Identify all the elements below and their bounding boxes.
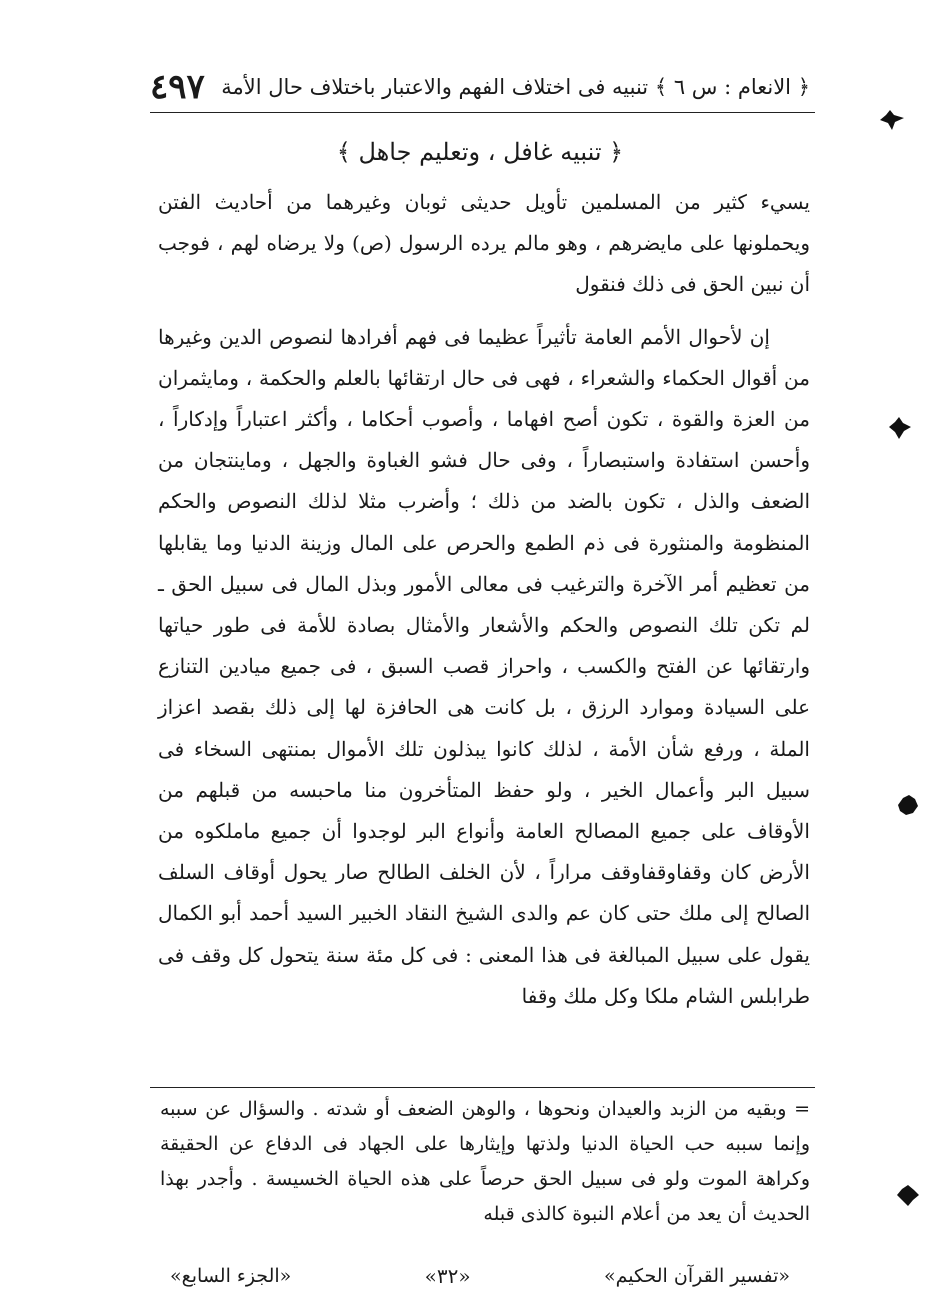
footer-book-title: «تفسير القرآن الحكيم» (604, 1265, 790, 1287)
footer-page-number: «٣٢» (424, 1264, 471, 1288)
body-text (158, 182, 810, 1017)
footnote-text: = وبقيه من الزبد والعيدان ونحوها ، والوهن الضعف أو شدته . والسؤال عن سببه وإنما سببه حب الحياة الدنيا ولذتها وإيثارها على الجهاد فى الدفاع عن الحقيقة وكراهة الموت ولو فى سبيل الحق حرصاً على هذه الحياة الخسيسة . وأجدر بهذا الحديث أن يعد من أعلام النبوة كالذى قبله (160, 1098, 810, 1225)
running-title: ﴿ الانعام : س ٦ ﴾ تنبيه فى اختلاف الفهم والاعتبار باختلاف حال الأمة (221, 75, 810, 99)
section-title: ﴿ تنبيه غافل ، وتعليم جاهل ﴾ (336, 138, 624, 166)
page-footer (170, 1258, 790, 1294)
footnote-rule (150, 1087, 815, 1088)
paragraph-intro: يسيء كثير من المسلمين تأويل حديثى ثوبان وغيرهما من أحاديث الفتن ويحملونها على مايضرهم ، وهو مالم يرده الرسول (ص) ولا يرضاه لهم ، فوجب أن نبين الحق فى ذلك فنقول (158, 190, 811, 297)
page-header (150, 62, 810, 112)
footnote (160, 1092, 810, 1232)
header-rule (150, 112, 815, 113)
paragraph-main: إن لأحوال الأمم العامة تأثيراً عظيما فى فهم أفرادها لنصوص الدين وغيرها من أقوال الحكماء والشعراء ، فهى فى حال ارتقائها بالعلم والحكمة ، ومايثمران من العزة والقوة ، تكون أصح افهاما ، وأصوب أحكاما ، وأكثر اعتباراً وإدكاراً ، وأحسن استفادة واستبصاراً ، وفى حال فشو الغباوة والجهل ، وماينتجان من الضعف والذل ، تكون بالضد من ذلك ؛ وأضرب مثلا لذلك النصوص والحكم المنظومة والمنثورة فى ذم الطمع والحرص على المال وزينة الدنيا وما يقابلها من تعظيم أمر الآخرة والترغيب فى معالى الأمور وبذل المال فى سبيل الحق ـ لم تكن تلك النصوص والحكم والأشعار والأمثال بصادة للأمة فى طور حياتها وارتقائها عن الفتح والكسب ، واحراز قصب السبق ، فى جميع ميادين التنازع على السيادة وموارد الرزق ، بل كانت هى الحافزة لها إلى ذلك بقصد اعزاز الملة ، ورفع شأن الأمة ، لذلك كانوا يبذلون تلك الأموال بمنتهى السخاء فى سبيل البر وأعمال الخير ، ولو حفظ المتأخرون منا ماحبسه من قبلهم من الأوقاف على جميع المصالح العامة وأنواع البر لوجدوا أن جميع ماملكوه من الأرض كان وقفاوقفاوقف مراراً ، لأن الخلف الطالح صار يحول أوقاف السلف الصالح إلى ملك حتى كان عم والدى الشيخ النقاد الخبير السيد أحمد أبو الكمال يقول على سبيل المبالغة فى هذا المعنى : فى كل مئة سنة يتحول كل وقف فى طرابلس الشام ملكا وكل ملك وقفا (158, 324, 810, 1008)
footer-volume: «الجزء السابع» (170, 1265, 292, 1287)
page-number: ٤٩٧ (150, 67, 205, 107)
